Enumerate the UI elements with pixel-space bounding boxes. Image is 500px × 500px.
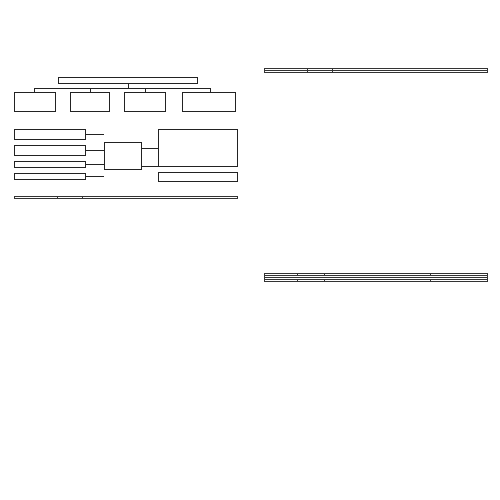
row-economy (325, 280, 431, 282)
right-page (262, 66, 490, 422)
header-name (15, 197, 58, 199)
transition-box (158, 129, 238, 167)
row-period (265, 280, 298, 282)
left-page (12, 66, 240, 422)
settlement-box (14, 173, 86, 180)
copper-age-box (70, 92, 110, 112)
stone-age-box (14, 92, 56, 112)
row-society (431, 280, 488, 282)
row-climate (298, 280, 325, 282)
table-row (265, 280, 488, 282)
ancient-people-table-continued (264, 68, 488, 73)
anthropogenesis-box (14, 129, 86, 140)
thinking-language-box (14, 161, 86, 168)
iron-age-box (182, 92, 236, 112)
table-header-row (15, 197, 238, 199)
table-row (265, 71, 488, 73)
bronze-age-box (124, 92, 166, 112)
periodization-basis (58, 77, 198, 84)
header-characteristics (83, 197, 238, 199)
row-time (308, 71, 333, 73)
row-name (265, 71, 308, 73)
religion-culture-box (158, 172, 238, 182)
header-time (58, 197, 83, 199)
stone-age-table (264, 273, 488, 282)
homo-sapiens-box (104, 142, 142, 170)
communal-life-box (14, 145, 86, 156)
row-characteristics (333, 71, 488, 73)
ancient-people-table (14, 196, 238, 199)
